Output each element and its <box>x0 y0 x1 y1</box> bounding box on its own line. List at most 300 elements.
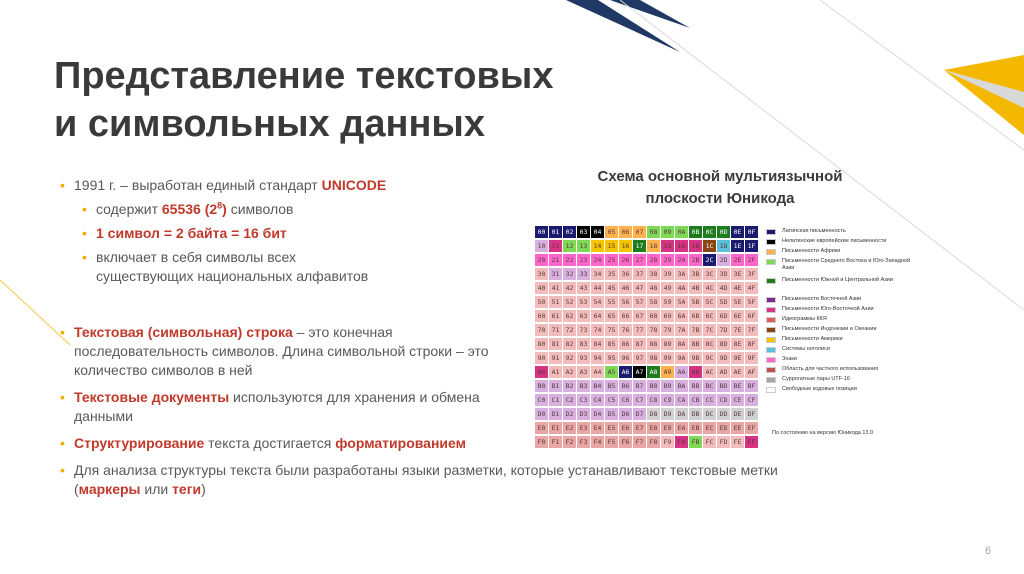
grid-cell: 8F <box>745 338 758 350</box>
grid-cell: 13 <box>577 240 590 252</box>
grid-cell: E7 <box>633 422 646 434</box>
grid-cell: 69 <box>661 310 674 322</box>
grid-cell: D9 <box>661 408 674 420</box>
grid-cell: 4F <box>745 282 758 294</box>
grid-cell: 2E <box>731 254 744 266</box>
grid-cell: 61 <box>549 310 562 322</box>
grid-cell: F0 <box>535 436 548 448</box>
legend-entry <box>766 386 916 396</box>
sub-bullet-count-exponent: 8 <box>217 200 223 211</box>
grid-cell: 24 <box>591 254 604 266</box>
grid-cell: 19 <box>661 240 674 252</box>
grid-cell: D7 <box>633 408 646 420</box>
grid-cell: E9 <box>661 422 674 434</box>
grid-cell: 94 <box>591 352 604 364</box>
grid-cell: 3B <box>689 268 702 280</box>
grid-cell: 76 <box>619 324 632 336</box>
grid-cell: EC <box>703 422 716 434</box>
grid-cell: DB <box>689 408 702 420</box>
grid-cell: F2 <box>563 436 576 448</box>
grid-cell: 56 <box>619 296 632 308</box>
grid-cell: D2 <box>563 408 576 420</box>
grid-cell: FD <box>717 436 730 448</box>
grid-cell: A1 <box>549 366 562 378</box>
legend-entry <box>766 346 916 356</box>
grid-cell: 4B <box>689 282 702 294</box>
grid-cell: 7E <box>731 324 744 336</box>
legend-swatch <box>766 259 776 265</box>
grid-cell: 82 <box>563 338 576 350</box>
grid-cell: B4 <box>591 380 604 392</box>
grid-cell: A6 <box>619 366 632 378</box>
bullet-structuring-highlight: Структурирование <box>74 435 205 451</box>
legend-entry <box>766 326 916 336</box>
grid-cell: C4 <box>591 394 604 406</box>
grid-cell: 99 <box>661 352 674 364</box>
legend-swatch <box>766 367 776 373</box>
grid-cell: 77 <box>633 324 646 336</box>
bullet-string-highlight: Текстовая (символьная) строка <box>74 324 293 340</box>
unicode-bmp-grid <box>535 226 759 450</box>
grid-cell: B2 <box>563 380 576 392</box>
grid-cell: AC <box>703 366 716 378</box>
sub-bullet-alphabets <box>82 248 376 286</box>
legend-entry <box>766 306 916 316</box>
grid-cell: 3E <box>731 268 744 280</box>
sub-bullet-count-pre: содержит <box>96 201 162 217</box>
sub-bullet-count-highlight-end: ) <box>222 201 227 217</box>
grid-cell: 38 <box>647 268 660 280</box>
grid-cell: AF <box>745 366 758 378</box>
grid-cell: A0 <box>535 366 548 378</box>
grid-cell: 2D <box>717 254 730 266</box>
legend-swatch <box>766 337 776 343</box>
grid-cell: D5 <box>605 408 618 420</box>
grid-cell: B9 <box>661 380 674 392</box>
bullet-structuring <box>60 434 534 453</box>
legend-label: Нелатинские европейские письменности <box>782 238 887 244</box>
grid-cell: 3C <box>703 268 716 280</box>
grid-cell: 8C <box>703 338 716 350</box>
bullet-string-text: – это конечная последовательность символов. Длина символьной строки – это количество символов в ней <box>74 324 489 378</box>
grid-cell: 1C <box>703 240 716 252</box>
grid-cell: CD <box>717 394 730 406</box>
grid-cell: DE <box>731 408 744 420</box>
legend-entry <box>766 376 916 386</box>
grid-cell: 40 <box>535 282 548 294</box>
grid-cell: B8 <box>647 380 660 392</box>
grid-cell: 42 <box>563 282 576 294</box>
grid-cell: EB <box>689 422 702 434</box>
grid-cell: 49 <box>661 282 674 294</box>
grid-cell: 52 <box>563 296 576 308</box>
grid-cell: 12 <box>563 240 576 252</box>
legend-swatch <box>766 229 776 235</box>
grid-cell: 63 <box>577 310 590 322</box>
grid-cell: 1E <box>731 240 744 252</box>
grid-cell: C9 <box>661 394 674 406</box>
grid-cell: 37 <box>633 268 646 280</box>
grid-cell: 86 <box>619 338 632 350</box>
grid-cell: 88 <box>647 338 660 350</box>
bullet-markup-mid: или <box>140 481 173 497</box>
grid-cell: 00 <box>535 226 548 238</box>
legend-entry <box>766 258 916 277</box>
grid-cell: BA <box>675 380 688 392</box>
legend-label: Письменности Африки <box>782 248 841 254</box>
grid-cell: 29 <box>661 254 674 266</box>
grid-cell: FC <box>703 436 716 448</box>
legend-label: Письменности Среднего Востока и Юго-Западной Азии <box>782 258 911 271</box>
grid-cell: 6E <box>731 310 744 322</box>
grid-cell: 22 <box>563 254 576 266</box>
legend-entry <box>766 238 916 248</box>
caption-line-1: Схема основной мультиязычной <box>597 168 843 185</box>
grid-cell: 74 <box>591 324 604 336</box>
grid-cell: BC <box>703 380 716 392</box>
figure-caption <box>525 166 915 210</box>
grid-cell: 59 <box>661 296 674 308</box>
grid-cell: 2F <box>745 254 758 266</box>
grid-cell: 3D <box>717 268 730 280</box>
grid-cell: B0 <box>535 380 548 392</box>
grid-cell: 3A <box>675 268 688 280</box>
legend-label: Знаки <box>782 356 797 362</box>
grid-cell: 35 <box>605 268 618 280</box>
grid-cell: AB <box>689 366 702 378</box>
legend-entry <box>766 296 916 306</box>
grid-cell: 0C <box>703 226 716 238</box>
grid-cell: C3 <box>577 394 590 406</box>
legend-label: Письменности Америки <box>782 336 843 342</box>
legend-label: Свободные кодовые позиции <box>782 386 857 392</box>
grid-cell: 9C <box>703 352 716 364</box>
grid-cell: AE <box>731 366 744 378</box>
legend-label: Письменности Восточной Азии <box>782 296 862 302</box>
grid-cell: A5 <box>605 366 618 378</box>
grid-cell: 45 <box>605 282 618 294</box>
grid-cell: 7B <box>689 324 702 336</box>
grid-cell: 51 <box>549 296 562 308</box>
legend-swatch <box>766 377 776 383</box>
grid-cell: 31 <box>549 268 562 280</box>
grid-cell: EA <box>675 422 688 434</box>
grid-cell: C7 <box>633 394 646 406</box>
grid-cell: 66 <box>619 310 632 322</box>
grid-cell: 4A <box>675 282 688 294</box>
grid-cell: BD <box>717 380 730 392</box>
grid-cell: 95 <box>605 352 618 364</box>
grid-cell: C8 <box>647 394 660 406</box>
grid-cell: EE <box>731 422 744 434</box>
grid-cell: 1D <box>717 240 730 252</box>
grid-cell: 28 <box>647 254 660 266</box>
legend-label: Системы нотописи <box>782 346 830 352</box>
grid-cell: B3 <box>577 380 590 392</box>
legend-entry <box>766 316 916 326</box>
grid-cell: 04 <box>591 226 604 238</box>
grid-cell: 43 <box>577 282 590 294</box>
grid-cell: FB <box>689 436 702 448</box>
grid-cell: 32 <box>563 268 576 280</box>
legend-swatch <box>766 239 776 245</box>
grid-cell: 34 <box>591 268 604 280</box>
grid-cell: CA <box>675 394 688 406</box>
grid-cell: B1 <box>549 380 562 392</box>
grid-cell: 89 <box>661 338 674 350</box>
grid-cell: 8A <box>675 338 688 350</box>
bullet-string <box>60 323 519 380</box>
grid-cell: 36 <box>619 268 632 280</box>
legend-label: Латинская письменность <box>782 228 846 234</box>
legend-entry <box>766 228 916 238</box>
grid-cell: 6A <box>675 310 688 322</box>
grid-cell: 48 <box>647 282 660 294</box>
grid-cell: DD <box>717 408 730 420</box>
grid-cell: 7C <box>703 324 716 336</box>
grid-cell: E1 <box>549 422 562 434</box>
grid-cell: 70 <box>535 324 548 336</box>
sub-bullet-count-highlight: 65536 (2 <box>161 201 218 217</box>
grid-cell: 50 <box>535 296 548 308</box>
grid-cell: 0B <box>689 226 702 238</box>
grid-cell: 0F <box>745 226 758 238</box>
legend-swatch <box>766 327 776 333</box>
grid-cell: 11 <box>549 240 562 252</box>
grid-cell: 3F <box>745 268 758 280</box>
title-line-1: Представление текстовых <box>54 55 554 97</box>
grid-cell: 85 <box>605 338 618 350</box>
grid-cell: 01 <box>549 226 562 238</box>
grid-cell: 6C <box>703 310 716 322</box>
grid-cell: CF <box>745 394 758 406</box>
grid-cell: 41 <box>549 282 562 294</box>
bullet-documents <box>60 388 524 426</box>
grid-cell: 0E <box>731 226 744 238</box>
grid-cell: ED <box>717 422 730 434</box>
navy-stripe <box>566 0 680 52</box>
grid-cell: 16 <box>619 240 632 252</box>
grid-cell: 33 <box>577 268 590 280</box>
grid-cell: 05 <box>605 226 618 238</box>
grid-cell: 65 <box>605 310 618 322</box>
grid-cell: D6 <box>619 408 632 420</box>
grid-cell: C2 <box>563 394 576 406</box>
grid-cell: 87 <box>633 338 646 350</box>
bullet-markup <box>60 461 834 499</box>
legend-label: Письменности Индонезии и Океании <box>782 326 877 332</box>
sub-bullet-alphabets-text: включает в себя символы всех существующих национальных алфавитов <box>96 249 369 284</box>
grid-cell: 30 <box>535 268 548 280</box>
bullet-structuring-mid: текста достигается <box>204 435 336 451</box>
grid-cell: 64 <box>591 310 604 322</box>
grid-cell: DF <box>745 408 758 420</box>
sub-bullet-size-highlight: 1 символ = 2 байта = 16 бит <box>96 225 287 241</box>
grid-cell: 4C <box>703 282 716 294</box>
legend-label: Идеограммы ККЯ <box>782 316 827 322</box>
grid-cell: CB <box>689 394 702 406</box>
grid-cell: FF <box>745 436 758 448</box>
grid-cell: FE <box>731 436 744 448</box>
sub-bullet-size <box>82 224 540 243</box>
grid-cell: AD <box>717 366 730 378</box>
grid-cell: 9A <box>675 352 688 364</box>
grid-cell: 27 <box>633 254 646 266</box>
legend-entry <box>766 366 916 376</box>
grid-cell: D4 <box>591 408 604 420</box>
grid-cell: C1 <box>549 394 562 406</box>
grid-cell: 07 <box>633 226 646 238</box>
grid-cell: 4D <box>717 282 730 294</box>
grid-cell: D0 <box>535 408 548 420</box>
grid-cell: 6B <box>689 310 702 322</box>
grid-cell: BE <box>731 380 744 392</box>
bullet-markup-end: ) <box>201 481 206 497</box>
grid-cell: F6 <box>619 436 632 448</box>
grid-cell: D3 <box>577 408 590 420</box>
grid-cell: 2B <box>689 254 702 266</box>
grid-cell: 91 <box>549 352 562 364</box>
legend-label: Письменности Юго-Восточной Азии <box>782 306 874 312</box>
grid-cell: 78 <box>647 324 660 336</box>
grid-cell: 46 <box>619 282 632 294</box>
grid-cell: 83 <box>577 338 590 350</box>
grid-cell: EF <box>745 422 758 434</box>
grid-cell: DA <box>675 408 688 420</box>
bullet-markup-text: Для анализа структуры текста были разработаны языки разметки, которые устанавливают текстовые метки ( <box>74 462 778 497</box>
grid-cell: C0 <box>535 394 548 406</box>
grid-cell: 2A <box>675 254 688 266</box>
grid-cell: 79 <box>661 324 674 336</box>
grid-cell: E5 <box>605 422 618 434</box>
grid-cell: 14 <box>591 240 604 252</box>
grid-cell: F4 <box>591 436 604 448</box>
grid-cell: D1 <box>549 408 562 420</box>
grid-cell: 8D <box>717 338 730 350</box>
grid-cell: A3 <box>577 366 590 378</box>
version-note: По состоянию на версию Юникода 13.0 <box>772 430 874 436</box>
grid-cell: A9 <box>661 366 674 378</box>
grid-cell: 1F <box>745 240 758 252</box>
grid-cell: 7A <box>675 324 688 336</box>
grid-cell: 5A <box>675 296 688 308</box>
grid-cell: 72 <box>563 324 576 336</box>
grid-cell: 92 <box>563 352 576 364</box>
grid-cell: F3 <box>577 436 590 448</box>
grid-cell: A7 <box>633 366 646 378</box>
grid-cell: 5E <box>731 296 744 308</box>
grid-cell: E4 <box>591 422 604 434</box>
grid-cell: 80 <box>535 338 548 350</box>
grid-cell: 96 <box>619 352 632 364</box>
bullet-structuring-highlight-2: форматированием <box>335 435 466 451</box>
grid-cell: 5D <box>717 296 730 308</box>
legend-swatch <box>766 307 776 313</box>
grid-cell: 2C <box>703 254 716 266</box>
legend-swatch <box>766 317 776 323</box>
grid-cell: 17 <box>633 240 646 252</box>
bullet-markup-highlight: маркеры <box>78 481 141 497</box>
grid-cell: 7D <box>717 324 730 336</box>
grid-cell: FA <box>675 436 688 448</box>
grid-cell: 5F <box>745 296 758 308</box>
bullet-unicode-text: 1991 г. – выработан единый стандарт <box>74 177 322 193</box>
grid-cell: E8 <box>647 422 660 434</box>
grid-cell: E3 <box>577 422 590 434</box>
grid-cell: 0A <box>675 226 688 238</box>
grid-cell: 1A <box>675 240 688 252</box>
grid-cell: A2 <box>563 366 576 378</box>
grid-cell: 09 <box>661 226 674 238</box>
grid-cell: F8 <box>647 436 660 448</box>
grid-cell: 53 <box>577 296 590 308</box>
grid-cell: BF <box>745 380 758 392</box>
grid-cell: 0D <box>717 226 730 238</box>
grid-cell: 5C <box>703 296 716 308</box>
legend-label: Суррогатные пары UTF-16 <box>782 376 850 382</box>
grid-cell: F1 <box>549 436 562 448</box>
grid-cell: 90 <box>535 352 548 364</box>
grid-cell: F9 <box>661 436 674 448</box>
grid-cell: 93 <box>577 352 590 364</box>
grid-cell: 81 <box>549 338 562 350</box>
grid-cell: 20 <box>535 254 548 266</box>
grid-cell: 60 <box>535 310 548 322</box>
page-number: 6 <box>985 545 992 557</box>
grid-cell: 55 <box>605 296 618 308</box>
grid-cell: 67 <box>633 310 646 322</box>
grid-cell: 6F <box>745 310 758 322</box>
grid-cell: BB <box>689 380 702 392</box>
grid-cell: 10 <box>535 240 548 252</box>
grid-cell: 39 <box>661 268 674 280</box>
grid-cell: 26 <box>619 254 632 266</box>
grid-cell: 06 <box>619 226 632 238</box>
grid-cell: 97 <box>633 352 646 364</box>
grid-cell: 1B <box>689 240 702 252</box>
grid-cell: A8 <box>647 366 660 378</box>
grid-cell: 62 <box>563 310 576 322</box>
grid-cell: B7 <box>633 380 646 392</box>
grid-cell: 9E <box>731 352 744 364</box>
grid-cell: 9D <box>717 352 730 364</box>
grid-cell: 23 <box>577 254 590 266</box>
grid-cell: 02 <box>563 226 576 238</box>
grid-cell: 21 <box>549 254 562 266</box>
grid-cell: C6 <box>619 394 632 406</box>
grid-cell: AA <box>675 366 688 378</box>
caption-line-2: плоскости Юникода <box>645 190 795 207</box>
legend-label: Письменности Южной и Центральной Азии <box>782 277 893 283</box>
grid-cell: 4E <box>731 282 744 294</box>
legend-swatch <box>766 357 776 363</box>
grid-cell: 25 <box>605 254 618 266</box>
grid-cell: 8B <box>689 338 702 350</box>
grid-cell: 57 <box>633 296 646 308</box>
legend-swatch <box>766 347 776 353</box>
grid-cell: E2 <box>563 422 576 434</box>
grid-cell: B5 <box>605 380 618 392</box>
grid-cell: 08 <box>647 226 660 238</box>
grid-cell: A4 <box>591 366 604 378</box>
grid-cell: 75 <box>605 324 618 336</box>
grid-cell: 7F <box>745 324 758 336</box>
grid-cell: 9F <box>745 352 758 364</box>
legend-swatch <box>766 387 776 393</box>
legend-entry <box>766 356 916 366</box>
grid-cell: E0 <box>535 422 548 434</box>
grid-cell: 8E <box>731 338 744 350</box>
